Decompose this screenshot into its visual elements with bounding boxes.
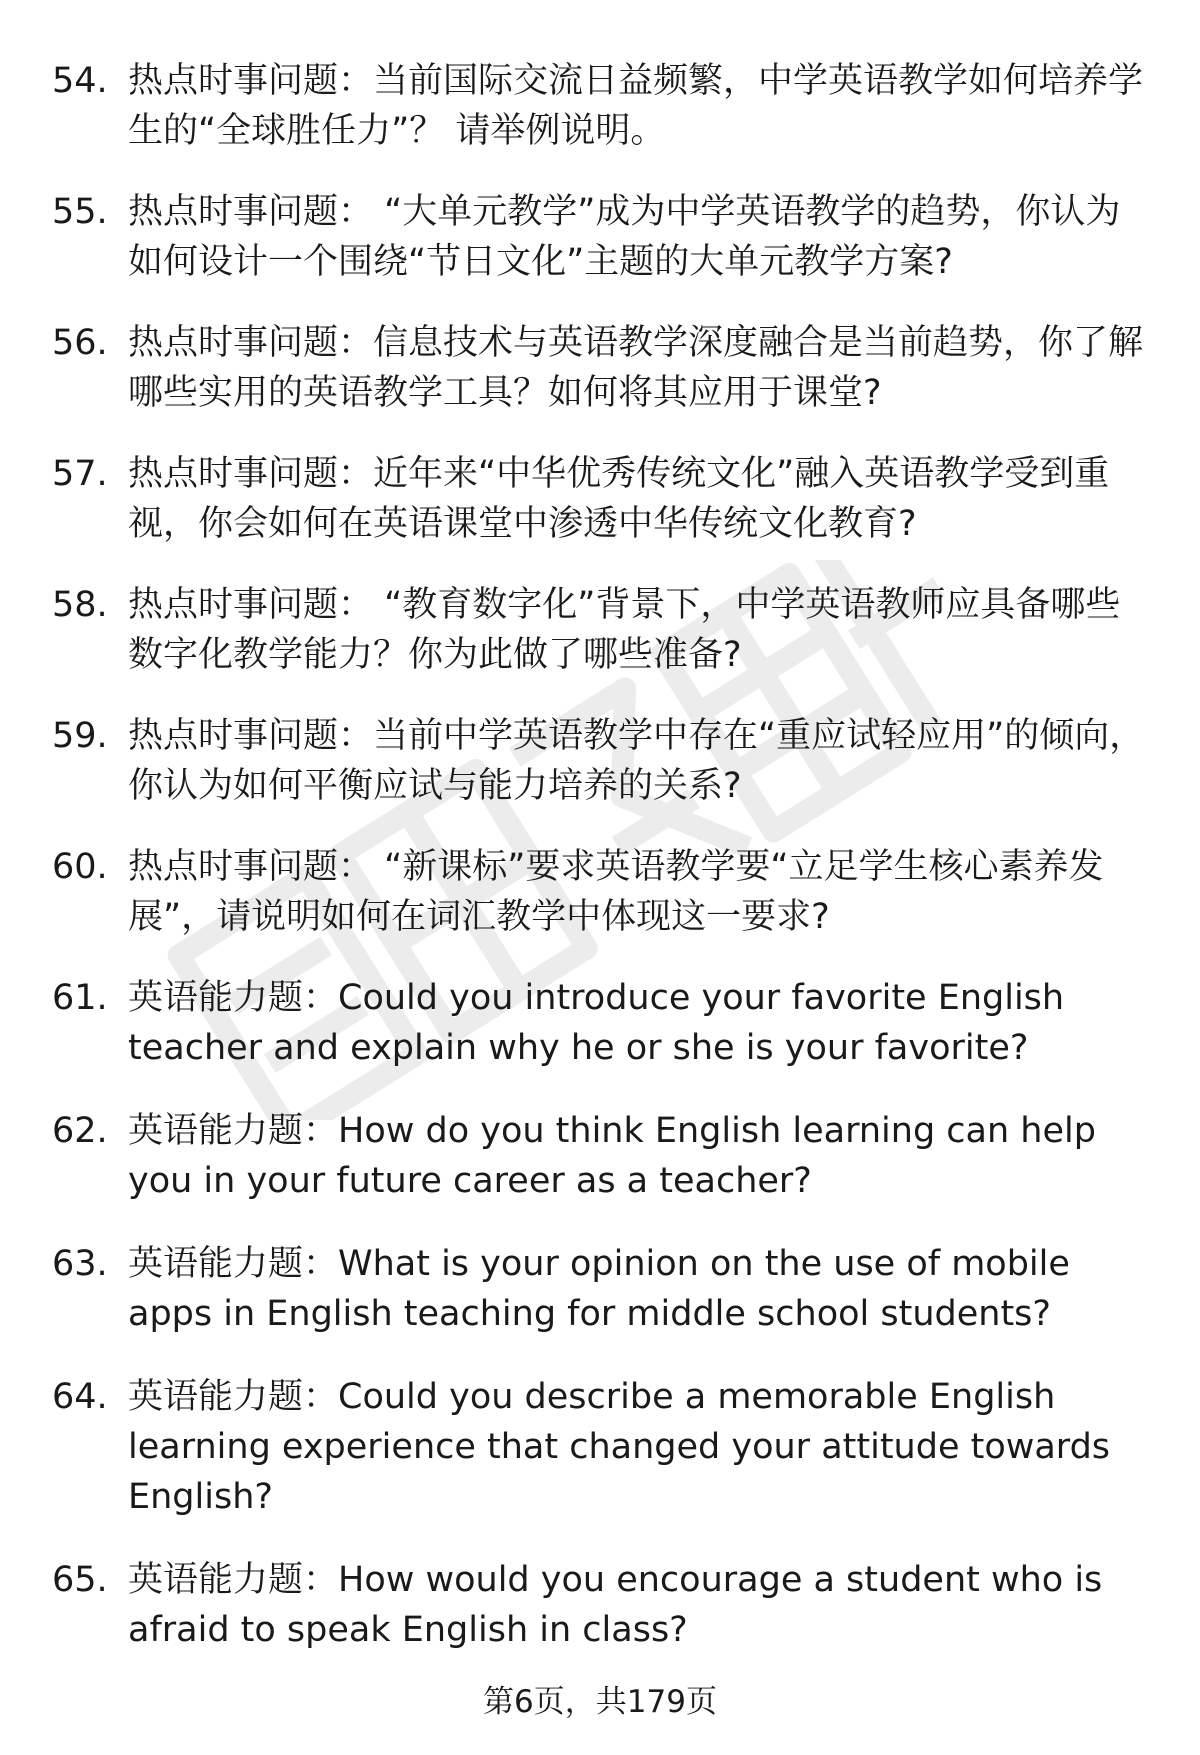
question-item-58 — [52, 580, 1152, 680]
question-item-59 — [52, 711, 1152, 811]
question-text: 热点时事问题： “教育数字化”背景下，中学英语教师应具备哪些数字化教学能力？你为此做了哪些准备? — [128, 585, 1121, 675]
question-text: 热点时事问题：当前中学英语教学中存在“重应试轻应用”的倾向，你认为如何平衡应试与能力培养的关系? — [128, 716, 1145, 806]
question-number: 65. — [52, 1560, 108, 1600]
question-item-54 — [52, 56, 1152, 156]
question-item-57 — [52, 449, 1152, 549]
question-text: 英语能力题：Could you introduce your favorite English teacher and explain why he or she is your favorite? — [128, 978, 1065, 1068]
question-text: 英语能力题：Could you describe a memorable English learning experience that changed your attitude towards English? — [128, 1377, 1111, 1517]
question-number: 64. — [52, 1377, 108, 1417]
question-text: 英语能力题：How would you encourage a student who is afraid to speak English in class? — [128, 1560, 1103, 1650]
question-number: 54. — [52, 61, 108, 101]
question-text: 英语能力题：What is your opinion on the use of mobile apps in English teaching for middle school students? — [128, 1244, 1070, 1334]
question-item-55 — [52, 187, 1152, 287]
page-number-footer: 第6页，共179页 — [483, 1684, 717, 1720]
question-number: 58. — [52, 585, 108, 625]
question-item-64 — [52, 1372, 1152, 1522]
question-number: 62. — [52, 1111, 108, 1151]
question-number: 59. — [52, 716, 108, 756]
question-number: 60. — [52, 847, 108, 887]
question-number: 56. — [52, 323, 108, 363]
question-item-62 — [52, 1106, 1152, 1206]
question-text: 热点时事问题： “大单元教学”成为中学英语教学的趋势，你认为如何设计一个围绕“节日文化”主题的大单元教学方案? — [128, 192, 1121, 282]
question-text: 热点时事问题：近年来“中华优秀传统文化”融入英语教学受到重视，你会如何在英语课堂中渗透中华传统文化教育? — [128, 454, 1110, 544]
question-item-61 — [52, 973, 1152, 1073]
question-item-65 — [52, 1555, 1152, 1655]
question-number: 55. — [52, 192, 108, 232]
question-item-60 — [52, 842, 1152, 942]
question-text: 英语能力题：How do you think English learning can help you in your future career as a teacher? — [128, 1111, 1096, 1201]
question-number: 61. — [52, 978, 108, 1018]
question-text: 热点时事问题：当前国际交流日益频繁，中学英语教学如何培养学生的“全球胜任力”？ 请举例说明。 — [128, 61, 1144, 151]
question-text: 热点时事问题： “新课标”要求英语教学要“立足学生核心素养发展”，请说明如何在词汇教学中体现这一要求? — [128, 847, 1104, 937]
question-number: 63. — [52, 1244, 108, 1284]
question-number: 57. — [52, 454, 108, 494]
question-item-56 — [52, 318, 1152, 418]
question-item-63 — [52, 1239, 1152, 1339]
question-list — [52, 56, 1152, 1688]
question-text: 热点时事问题：信息技术与英语教学深度融合是当前趋势，你了解哪些实用的英语教学工具？如何将其应用于课堂? — [128, 323, 1144, 413]
